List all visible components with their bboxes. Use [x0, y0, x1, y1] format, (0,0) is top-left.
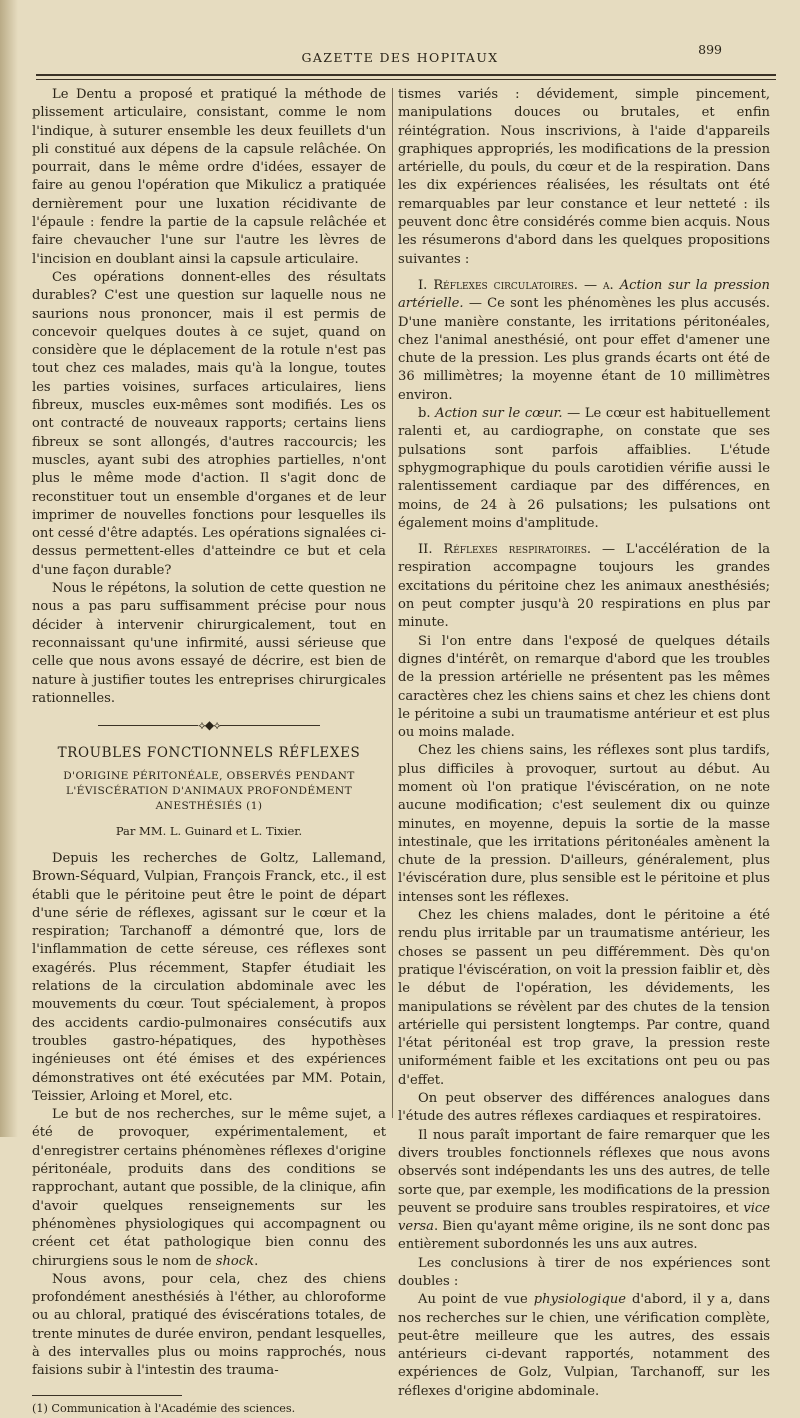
paragraph: Chez les chiens malades, dont le péritoine a été rendu plus irritable par un traumatisme antérieur, les choses se passent un peu différemment. Dès qu'on pratique l'éviscération, on voit la pression faiblir et, dès le début de l'opération, les dévidements, les manipulations se révèlent par des chutes de la tension artérielle qui persistent longtemps. Par contre, quand l'état péritonéal est trop grave, la pression reste uniformément faible et les excitations ont peu ou pas d'effet. — [398, 908, 770, 1088]
paragraph: Si l'on entre dans l'exposé de quelques détails dignes d'intérêt, on remarque d'abord que les troubles de la pression artérielle ne présentent pas les mêmes caractères chez les chiens sains et chez les chiens dont le péritoine a subi un traumatisme antérieur et est plus ou moins malade. — [398, 633, 770, 741]
footnote-rule — [32, 1395, 182, 1396]
paragraph — [398, 1127, 770, 1255]
subsection-letter: b. — [418, 406, 431, 422]
subsection-title: Action sur la pression artérielle. — [398, 277, 770, 312]
paragraph-text: — Ce sont les phénomènes les plus accusés. D'une manière constante, les irritations péritonéales, chez l'animal anesthésié, ont pour effet d'amener une chute de la pression. Les plus grands écarts ont été de 36 millimètres; la moyenne étant de 10 millimètres environ. — [398, 296, 770, 403]
paragraph-text: — Le cœur est habituellement ralenti et, au cardiographe, on constate que ses pulsations sont parfois affaiblies. L'étude sphygmographique du pouls carotidien vérifie aussi le ralentissement cardiaque par des différences, en moins, de 24 à 26 pulsations; les pulsations ont également moins d'amplitude. — [398, 406, 770, 531]
section-heart — [398, 405, 770, 533]
section-ornament: ⟡◆⟡ — [32, 716, 386, 734]
paragraph — [398, 1291, 770, 1401]
column-divider — [392, 88, 393, 1118]
subsection-title: Action sur le cœur. — [435, 406, 563, 422]
paragraph-text: Au point de vue — [418, 1292, 528, 1308]
section-circulatory — [398, 277, 770, 405]
section-heading: I. Réflexes circulatoires. — a. — [418, 277, 614, 293]
paragraph-text: Le but de nos recherches, sur le même sujet, a été de provoquer, expérimentalement, et d'enregistrer certains phénomènes réflexes d'origine péritonéale, produits dans des conditions se rapprochant, autant que possible, de la clinique, afin d'avoir quelques renseignements sur les phénomènes physiologiques qui accompagnent ou créent cet état pathologique bien connu des chirurgiens sous le nom de — [32, 1107, 386, 1269]
italic-term: shock — [215, 1253, 255, 1269]
journal-title: GAZETTE DES HOPITAUX — [301, 50, 499, 65]
section-respiratory — [398, 541, 770, 632]
page-number: 899 — [698, 42, 722, 57]
paragraph-text: d'abord, il y a, dans nos recherches sur le chien, une vérification complète, peut-être meilleure que les autres, des essais antérieurs ci-devant rapportés, notamment des expériences de Golz, Vulpian, Tarchanoff, sur les réflexes d'origine abdominale. — [398, 1292, 770, 1399]
left-column — [32, 86, 386, 1418]
article-title: TROUBLES FONCTIONNELS RÉFLEXES — [57, 745, 361, 762]
header-rule-thin — [36, 79, 776, 80]
paragraph-text: . — [254, 1253, 259, 1269]
paragraph — [32, 1106, 386, 1271]
footnote: (1) Communication à l'Académie des sciences. — [32, 1401, 296, 1415]
paragraph-text: . Bien qu'ayant même origine, ils ne sont donc pas entièrement subordonnés les uns aux autres. — [398, 1219, 770, 1253]
page-header — [40, 42, 760, 68]
right-column — [398, 86, 770, 1401]
paragraph: Ces opérations donnent-elles des résultats durables? C'est une question sur laquelle nous ne saurions nous prononcer, mais il est permis de concevoir quelques doutes à ce sujet, quand on considère que le déplacement de la rotule n'est pas tout chez ces malades, mais qu'à la longue, toutes les parties voisines, surfaces articulaires, liens fibreux, muscles eux-mêmes sont modifiés. Les os ont contracté de nouveaux rapports; certains liens fibreux se sont allongés, d'autres raccourcis; les muscles, ayant subi des atrophies partielles, n'ont plus le même mode d'action. Il s'agit donc de reconstituer tout un ensemble d'organes et de leur imprimer de nouvelles fonctions pour lesquelles ils ont cessé d'être adaptés. Les opérations signalées ci-dessus permettent-elles d'atteindre ce but et cela d'une façon durable? — [32, 269, 386, 578]
paragraph: Les conclusions à tirer de nos expériences sont doubles : — [398, 1255, 770, 1289]
page-edge-shadow — [0, 0, 18, 1137]
header-rule-thick — [36, 74, 776, 76]
paragraph: Nous avons, pour cela, chez des chiens profondément anesthésiés à l'éther, au chloroforme ou au chloral, pratiqué des éviscérations totales, de trente minutes de durée environ, pendant lesquelles, à des intervalles plus ou moins rapprochés, nous faisions subir à l'intestin des trauma- — [32, 1271, 386, 1379]
paragraph-text: Il nous paraît important de faire remarquer que les divers troubles fonctionnels réflexes que nous avons observés sont indépendants les uns des autres, de telle sorte que, par exemple, les modifications de la pression peuvent se produire sans troubles respiratoires, et — [398, 1127, 770, 1216]
paragraph: On peut observer des différences analogues dans l'étude des autres réflexes cardiaques et respiratoires. — [398, 1091, 770, 1125]
section-heading: II. Réflexes respiratoires. — [418, 542, 592, 558]
paragraph-text: — L'accélération de la respiration accompagne toujours les grandes excitations du péritoine chez les animaux anesthésiés; on peut compter jusqu'à 20 respirations en plus par minute. — [398, 542, 770, 631]
paragraph: Nous le répétons, la solution de cette question ne nous a pas paru suffisamment précise pour nous décider à intervenir chirurgicalement, tout en reconnaissant qu'une infirmité, aussi sérieuse que celle que nous avons essayé de décrire, est bien de nature à justifier toutes les entreprises chirurgicales rationnelles. — [32, 581, 386, 706]
paragraph: tismes variés : dévidement, simple pincement, manipulations douces ou brutales, et enfin réintégration. Nous inscrivions, à l'aide d'appareils graphiques appropriés, les modifications de la pression artérielle, du pouls, du cœur et de la respiration. Dans les dix expériences réalisées, les résultats ont été remarquables par leur constance et leur netteté : ils peuvent donc être considérés comme bien acquis. Nous les résumerons d'abord dans les quelques propositions suivantes : — [398, 87, 770, 267]
article-subtitle: D'ORIGINE PÉRITONÉALE, OBSERVÉS PENDANT L'ÉVISCÉRATION D'ANIMAUX PROFONDÉMENT ANESTHÉSIÉS (1) — [63, 769, 355, 812]
paragraph: Le Dentu a proposé et pratiqué la méthode de plissement articulaire, consistant, comme le nom l'indique, à suturer ensemble les deux feuillets d'un pli constitué aux dépens de la capsule relâchée. On pourrait, dans le même ordre d'idées, essayer de faire au genou l'opération que Mikulicz a pratiquée dernièrement pour une luxation récidivante de l'épaule : fendre la partie de la capsule relâchée et faire chevaucher l'une sur l'autre les lèvres de l'incision en doublant ainsi la capsule articulaire. — [32, 87, 386, 267]
paragraph: Depuis les recherches de Goltz, Lallemand, Brown-Séquard, Vulpian, François Franck, etc., il est établi que le péritoine peut être le point de départ d'une série de réflexes, agissant sur le cœur et la respiration; Tarchanoff a démontré que, lors de l'inflammation de cette séreuse, ces réflexes sont exagérés. Plus récemment, Stapfer étudiait les relations de la circulation abdominale avec les mouvements du cœur. Tout spécialement, à propos des accidents cardio-pulmonaires consécutifs aux troubles gastro-hépatiques, des hypothèses ingénieuses ont été émises et des expériences démonstratives ont été exécutées par MM. Potain, Teissier, Arloing et Morel, etc. — [32, 850, 386, 1104]
italic-term: vice versa — [398, 1200, 770, 1235]
paragraph: Chez les chiens sains, les réflexes sont plus tardifs, plus difficiles à provoquer, surtout au début. Au moment où l'on pratique l'éviscération, on ne note aucune modification; c'est seulement dix ou quinze minutes, en moyenne, depuis la sortie de la masse intestinale, que les irritations péritonéales amènent la chute de la pression. D'ailleurs, généralement, plus l'éviscération dure, plus sensible est le péritoine et plus intenses sont les réflexes. — [398, 743, 770, 905]
article-authors: Par MM. L. Guinard et L. Tixier. — [115, 823, 303, 838]
italic-term: physiologique — [533, 1292, 627, 1308]
